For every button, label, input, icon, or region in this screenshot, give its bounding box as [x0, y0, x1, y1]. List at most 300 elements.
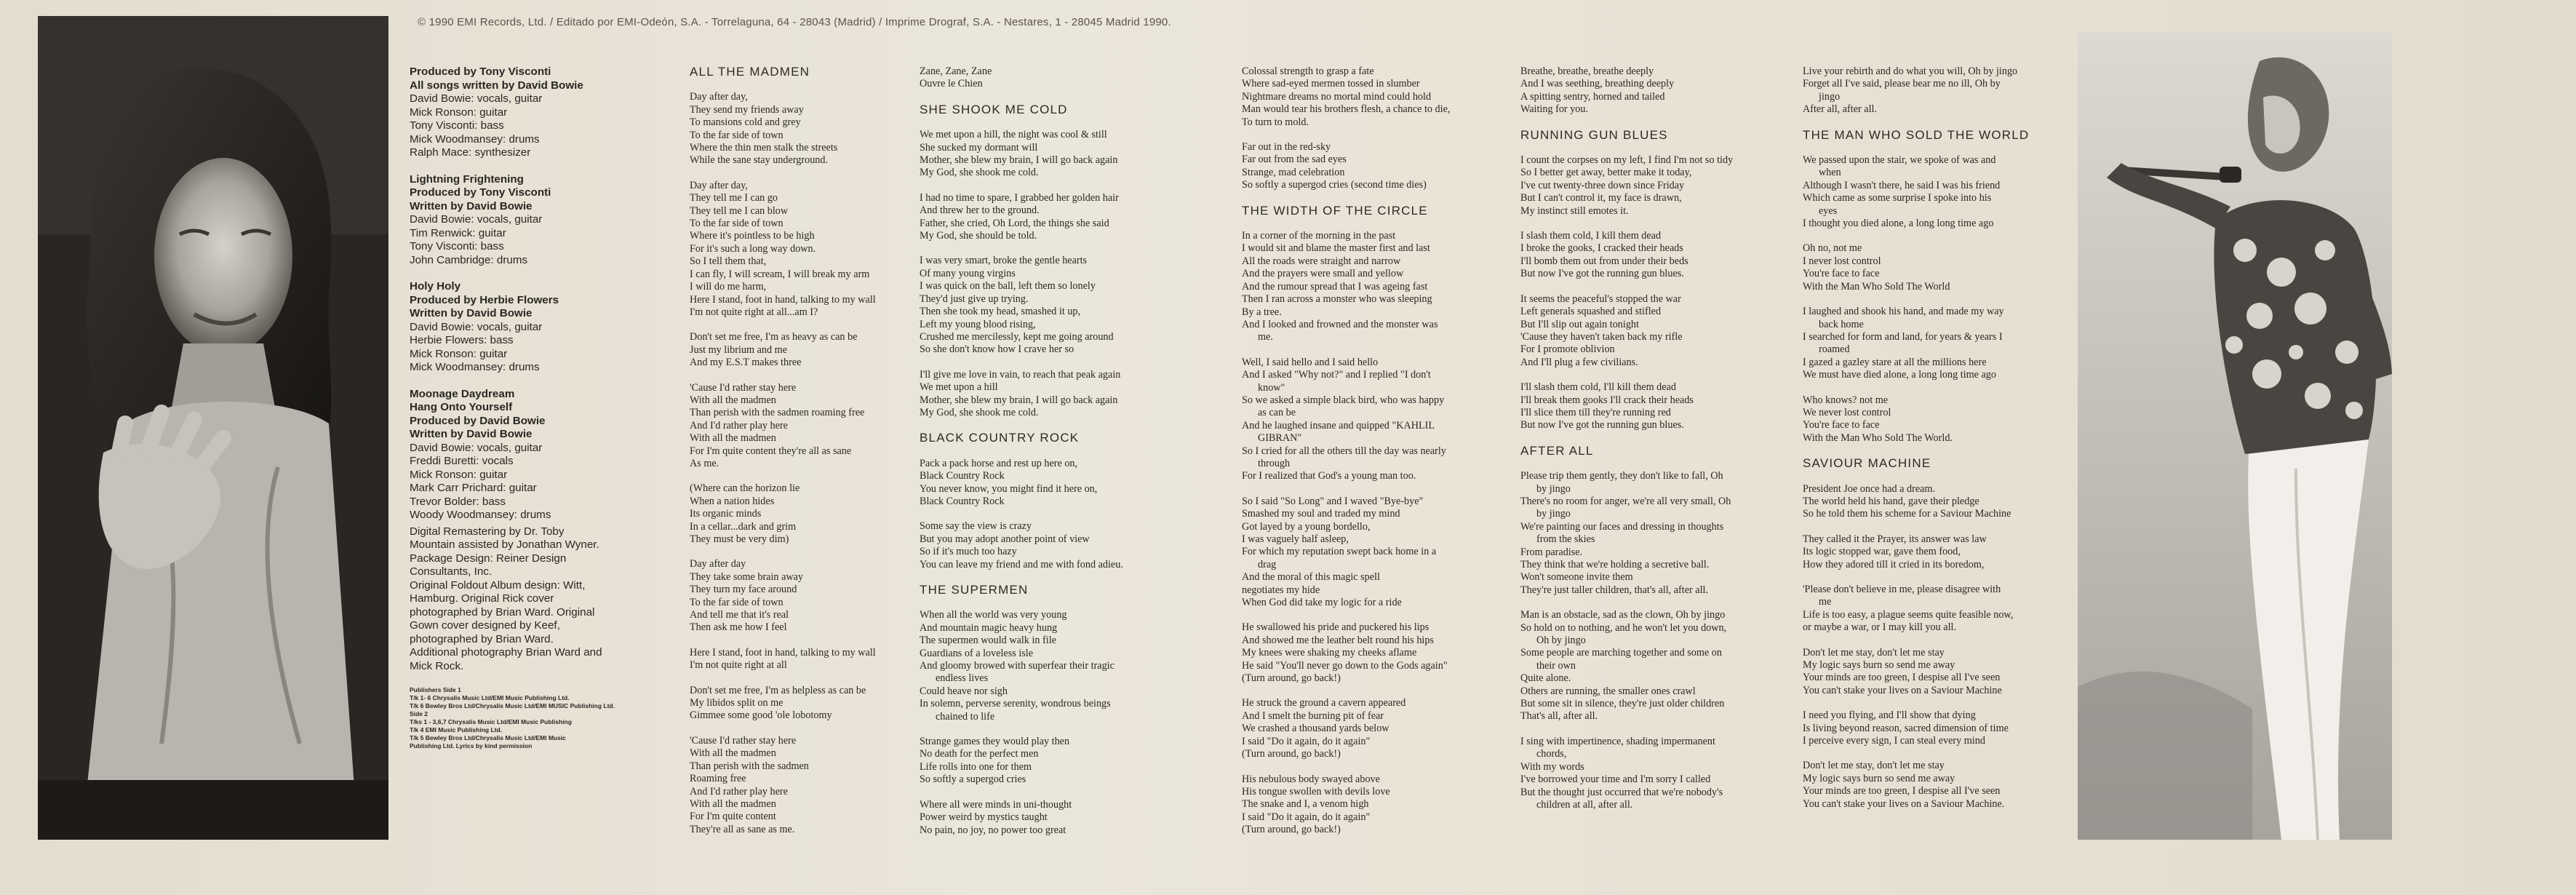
- lyric-line: Breathe, breathe, breathe deeply: [1520, 65, 1654, 77]
- lyric-line: 'Please don't believe in me, please disagree with: [1803, 584, 2001, 595]
- lyric-line: So hold on to nothing, and he won't let you down,: [1520, 621, 1727, 634]
- lyric-line: The snake and I, a venom high: [1242, 798, 1369, 811]
- lyric-line: We never lost control: [1803, 406, 1891, 418]
- lyric-line: His tongue swollen with devils love: [1242, 785, 1390, 797]
- lyric-line: Please trip them gently, they don't like to fall, Oh: [1520, 470, 1723, 482]
- lyric-line: In a cellar...dark and grim: [690, 520, 797, 533]
- credit-line: Tony Visconti: bass: [410, 119, 504, 132]
- lyric-line: He struck the ground a cavern appeared: [1242, 697, 1406, 709]
- credit-line: David Bowie: vocals, guitar: [410, 320, 543, 333]
- lyric-line: Live your rebirth and do what you will, Oh by jingo: [1803, 65, 2018, 77]
- lyric-line: But now I've got the running gun blues.: [1520, 419, 1684, 431]
- song-title: THE MAN WHO SOLD THE WORLD: [1803, 127, 2030, 142]
- lyric-line: Its organic minds: [690, 508, 762, 520]
- lyric-line: But some sit in silence, they're just older children: [1520, 698, 1725, 710]
- credit-line: Mick Ronson: guitar: [410, 468, 508, 481]
- lyric-line: chained to life: [936, 710, 995, 723]
- lyric-stanza: [920, 129, 1123, 180]
- lyric-line: endless lives: [936, 672, 989, 685]
- publisher-line: T/k 5 Bewley Bros Ltd/Chrysalis Music Ltd/EMI Music: [410, 734, 566, 741]
- song-title: AFTER ALL: [1520, 443, 1594, 458]
- lyric-line: I sing with impertinence, shading impermanent: [1520, 735, 1715, 747]
- publisher-line: Publishing Ltd. Lyrics by kind permission: [410, 742, 533, 749]
- lyric-line: They must be very dim): [690, 533, 789, 545]
- publisher-line: T/ks 1 - 3,6,7 Chrysalis Music Ltd/EMI Music Publishing: [410, 718, 572, 725]
- lyric-line: Pack a pack horse and rest up here on,: [920, 457, 1078, 469]
- lyric-line: We crashed a thousand yards below: [1242, 723, 1389, 735]
- lyric-line: President Joe once had a dream.: [1803, 482, 1936, 495]
- credit-line: Tim Renwick: guitar: [410, 226, 506, 239]
- lyric-line: So softly a supergod cries: [920, 773, 1026, 786]
- lyric-line: They turn my face around: [690, 584, 797, 596]
- lyric-line: Mother, she blew my brain, I will go back again: [920, 154, 1118, 167]
- credit-heading: Lightning Frightening: [410, 172, 524, 186]
- lyric-line: GIBRAN": [1258, 432, 1302, 445]
- lyric-line: But you may adopt another point of view: [920, 533, 1090, 545]
- lyric-line: Far out from the sad eyes: [1242, 154, 1347, 166]
- lyric-line: My libidos split on me: [690, 697, 783, 709]
- lyric-line: Waiting for you.: [1520, 103, 1589, 116]
- lyric-line: For I'm quite content: [690, 811, 776, 823]
- credit-heading: Written by David Bowie: [410, 199, 533, 212]
- lyric-stanza: [1803, 242, 2029, 293]
- lyric-line: (Turn around, go back!): [1242, 824, 1341, 836]
- lyric-line: I'll slash them cold, I'll kill them dead: [1520, 381, 1676, 394]
- lyric-stanza: [920, 65, 1123, 91]
- lyric-line: Is living beyond reason, sacred dimension of time: [1803, 722, 2009, 734]
- publishers-credits: [410, 686, 671, 750]
- lyric-stanza: [920, 255, 1123, 356]
- lyric-line: I broke the gooks, I cracked their heads: [1520, 242, 1683, 255]
- lyric-stanza: [690, 382, 876, 471]
- credit-line: Additional photography Brian Ward and: [410, 646, 602, 659]
- lyrics-column-4: [1520, 65, 1733, 824]
- lyric-line: And I smelt the burning pit of fear: [1242, 709, 1384, 722]
- lyric-line: I'll slice them till they're running red: [1520, 406, 1671, 418]
- lyric-line: All the roads were straight and narrow: [1242, 255, 1401, 267]
- lyric-line: Don't set me free, I'm as heavy as can be: [690, 331, 858, 343]
- lyric-line: I can fly, I will scream, I will break my arm: [690, 268, 870, 280]
- lyric-line: negotiates my hide: [1242, 584, 1320, 596]
- credit-heading: Holy Holy: [410, 280, 461, 293]
- lyric-line: Man would tear his brothers flesh, a chance to die,: [1242, 103, 1451, 116]
- lyric-line: We must have died alone, a long long time ago: [1803, 369, 1996, 381]
- lyric-stanza: [1803, 709, 2029, 747]
- lyric-stanza: [1242, 496, 1450, 610]
- lyric-line: You never know, you might find it here on,: [920, 482, 1098, 495]
- lyric-line: They take some brain away: [690, 570, 804, 583]
- lyrics-column-3: [1242, 65, 1450, 849]
- credit-line: Freddi Buretti: vocals: [410, 455, 514, 467]
- lyric-line: I've cut twenty-three down since Friday: [1520, 179, 1685, 191]
- lyric-line: Nightmare dreams no mortal mind could hold: [1242, 90, 1432, 103]
- credit-line: Digital Remastering by Dr. Toby: [410, 525, 565, 538]
- lyric-line: They're just taller children, that's all, after all.: [1520, 584, 1709, 596]
- lyric-line: So I said "So Long" and I waved "Bye-bye": [1242, 495, 1424, 507]
- lyric-line: I need you flying, and I'll show that dying: [1803, 709, 1976, 722]
- lyric-line: Zane, Zane, Zane: [920, 65, 992, 77]
- lyric-line: When God did take my logic for a ride: [1242, 597, 1402, 609]
- lyric-line: Got layed by a young bordello,: [1242, 520, 1371, 533]
- lyric-line: Won't someone invite them: [1520, 571, 1633, 584]
- credit-heading: Written by David Bowie: [410, 307, 533, 319]
- lyric-line: With all the madmen: [690, 747, 776, 760]
- lyric-line: With the Man Who Sold The World.: [1803, 431, 1953, 444]
- lyric-stanza: [1242, 357, 1450, 483]
- lyric-line: Of many young virgins: [920, 267, 1016, 279]
- lyric-line: She sucked my dormant will: [920, 141, 1038, 154]
- lyric-line: They think that we're holding a secretive ball.: [1520, 559, 1710, 570]
- lyric-line: eyes: [1819, 204, 1838, 217]
- lyric-line: Your minds are too green, I despise all I've seen: [1803, 672, 2001, 684]
- lyric-line: Life is too easy, a plague seems quite feasible now,: [1803, 608, 2014, 621]
- lyric-line: Some say the view is crazy: [920, 520, 1032, 533]
- lyric-stanza: [1803, 647, 2029, 698]
- lyric-line: No pain, no joy, no power too great: [920, 824, 1066, 836]
- lyric-line: And I'll plug a few civilians.: [1520, 356, 1638, 368]
- lyric-line: For I'm quite content they're all as sane: [690, 445, 852, 457]
- lyric-stanza: [690, 180, 876, 319]
- lyric-stanza: [1803, 533, 2029, 571]
- lyric-line: And the moral of this magic spell: [1242, 571, 1380, 584]
- lyric-line: Others are running, the smaller ones crawl: [1520, 685, 1696, 697]
- lyric-stanza: [690, 558, 876, 634]
- lyric-line: I'll break them gooks I'll crack their heads: [1520, 394, 1694, 406]
- lyric-line: No death for the perfect men: [920, 748, 1039, 760]
- lyric-line: And threw her to the ground.: [920, 204, 1040, 217]
- lyric-line: Here I stand, foot in hand, talking to my wall: [690, 293, 876, 306]
- lyric-line: I count the corpses on my left, I find I'm not so tidy: [1520, 154, 1734, 167]
- credit-line: Herbie Flowers: bass: [410, 334, 514, 346]
- lyric-line: 'Cause they haven't taken back my rifle: [1520, 330, 1683, 343]
- lyric-line: jingo: [1819, 90, 1841, 103]
- lyric-stanza: [1803, 65, 2029, 116]
- publisher-line: T/k 4 EMI Music Publishing Ltd.: [410, 726, 503, 733]
- lyric-line: The world held his hand, gave their pledge: [1803, 495, 1979, 507]
- lyric-line: So we asked a simple black bird, who was happy: [1242, 394, 1445, 406]
- lyric-line: And the rumour spread that I was ageing fast: [1242, 280, 1428, 293]
- credit-line: Mick Woodmansey: drums: [410, 132, 540, 146]
- credit-heading: Written by David Bowie: [410, 428, 533, 440]
- lyric-line: They're all as sane as me.: [690, 823, 795, 835]
- lyric-line: A spitting sentry, horned and tailed: [1520, 90, 1665, 103]
- lyric-line: We met upon a hill, the night was cool & still: [920, 129, 1107, 141]
- lyric-line: Then I ran across a monster who was sleeping: [1242, 293, 1432, 306]
- lyrics-column-2: [920, 65, 1123, 849]
- lyric-line: know": [1258, 381, 1285, 394]
- lyric-stanza: [920, 192, 1123, 243]
- lyric-line: Power weird by mystics taught: [920, 811, 1048, 824]
- lyric-line: And I was seething, breathing deeply: [1520, 78, 1675, 90]
- credit-heading: Hang Onto Yourself: [410, 401, 513, 413]
- copyright-notice: © 1990 EMI Records, Ltd. / Editado por EMI-Odeón, S.A. - Torrelaguna, 64 - 28043 (Madrid) / Imprime Drograf, S.A. - Nestares, 1 - 28045 Madrid 1990.: [418, 16, 1171, 28]
- lyric-stanza: [1520, 609, 1733, 723]
- lyric-line: And my E.S.T makes three: [690, 357, 802, 369]
- lyric-line: They send my friends away: [690, 103, 804, 116]
- lyric-line: In a corner of the morning in the past: [1242, 230, 1396, 242]
- lyric-line: And I'd rather play here: [690, 419, 788, 431]
- lyric-line: But now I've got the running gun blues.: [1520, 268, 1684, 280]
- credit-heading: Produced by Tony Visconti: [410, 65, 551, 78]
- lyric-line: For I promote oblivion: [1520, 343, 1615, 356]
- publisher-line: T/k 6 Bewley Bros Ltd/Chrysalis Music Ltd/EMI MUSIC Publishing Ltd.: [410, 702, 615, 709]
- photo-left: [38, 16, 388, 840]
- lyric-line: I slash them cold, I kill them dead: [1520, 230, 1662, 242]
- lyric-line: When a nation hides: [690, 495, 775, 507]
- portrait-illustration: [38, 16, 388, 840]
- lyric-stanza: [1803, 306, 2029, 381]
- lyric-line: We met upon a hill: [920, 381, 998, 394]
- lyric-line: Where all were minds in uni-thought: [920, 798, 1072, 811]
- lyric-line: You can't stake your lives on a Saviour Machine.: [1803, 797, 2005, 810]
- credits-block: [410, 280, 671, 375]
- lyric-line: I'll bomb them out from under their beds: [1520, 255, 1688, 267]
- lyric-line: Your minds are too green, I despise all I've seen: [1803, 785, 2001, 797]
- credit-line: photographed by Brian Ward.: [410, 632, 554, 645]
- lyric-line: Who knows? not me: [1803, 394, 1889, 406]
- lyric-line: Just my librium and me: [690, 343, 787, 356]
- lyric-line: Far out in the red-sky: [1242, 141, 1331, 154]
- lyric-line: Well, I said hello and I said hello: [1242, 356, 1379, 368]
- lyric-line: Then ask me how I feel: [690, 621, 787, 634]
- lyric-line: Some people are marching together and some on: [1520, 647, 1722, 659]
- lyric-line: I said "Do it again, do it again": [1242, 811, 1371, 823]
- lyric-line: I was quick on the ball, left them so lonely: [920, 280, 1096, 293]
- lyric-line: Smashed my soul and traded my mind: [1242, 508, 1400, 520]
- lyric-line: You're face to face: [1803, 419, 1880, 431]
- lyric-line: And mountain magic heavy hung: [920, 621, 1058, 634]
- lyric-line: I thought you died alone, a long long time ago: [1803, 218, 1994, 230]
- lyric-stanza: [690, 91, 876, 167]
- lyric-line: And he laughed insane and quipped "KAHLIL: [1242, 419, 1435, 431]
- lyric-line: They'd just give up trying.: [920, 293, 1029, 305]
- lyric-line: I would sit and blame the master first and last: [1242, 242, 1430, 255]
- lyric-line: With the Man Who Sold The World: [1803, 280, 1950, 293]
- lyric-line: Where the thin men stalk the streets: [690, 142, 838, 154]
- lyric-stanza: [690, 647, 876, 672]
- lyric-stanza: [920, 736, 1123, 787]
- lyric-line: through: [1258, 457, 1291, 469]
- lyric-line: That's all, after all.: [1520, 710, 1598, 723]
- lyric-stanza: [1242, 621, 1450, 685]
- lyric-line: Than perish with the sadmen: [690, 760, 809, 772]
- lyric-line: My logic says burn so send me away: [1803, 772, 1955, 784]
- lyric-line: Where it's pointless to be high: [690, 230, 815, 242]
- publisher-line: T/k 1- 6 Chrysalis Music Ltd/EMI Music Publishing Ltd.: [410, 694, 570, 701]
- publisher-line: Publishers Side 1: [410, 686, 461, 693]
- lyric-line: For it's such a long way down.: [690, 242, 816, 255]
- lyric-line: From paradise.: [1520, 546, 1583, 558]
- lyric-line: Where sad-eyed mermen tossed in slumber: [1242, 78, 1420, 90]
- lyric-line: How they adored till it cried in its boredom,: [1803, 558, 1985, 570]
- credit-heading: All songs written by David Bowie: [410, 79, 583, 92]
- lyric-line: I will do me harm,: [690, 281, 767, 293]
- lyric-line: drag: [1258, 558, 1277, 570]
- lyric-line: Don't set me free, I'm as helpless as can be: [690, 684, 866, 696]
- credits-block: [410, 173, 671, 268]
- credit-line: David Bowie: vocals, guitar: [410, 92, 543, 105]
- lyric-line: I was vaguely half asleep,: [1242, 533, 1349, 545]
- lyric-line: You're face to face: [1803, 268, 1880, 280]
- lyric-line: Left my young blood rising,: [920, 318, 1036, 330]
- lyric-line: Day after day,: [690, 91, 748, 103]
- lyric-line: His nebulous body swayed above: [1242, 773, 1380, 785]
- lyric-line: And I'd rather play here: [690, 785, 788, 797]
- performer-illustration: [2078, 32, 2392, 840]
- lyric-line: My knees were shaking my cheeks aflame: [1242, 647, 1417, 659]
- lyric-line: With all the madmen: [690, 432, 776, 445]
- lyric-line: by jingo: [1536, 482, 1571, 495]
- lyric-line: Gimmee some good 'ole lobotomy: [690, 709, 832, 722]
- credit-line: Mick Woodmansey: drums: [410, 361, 540, 373]
- lyric-line: Oh by jingo: [1536, 635, 1586, 647]
- lyric-stanza: [1520, 154, 1733, 218]
- lyric-line: I perceive every sign, I can steal every mind: [1803, 735, 1985, 747]
- lyric-line: He said "You'll never go down to the Gods again": [1242, 659, 1448, 672]
- lyric-line: It seems the peaceful's stopped the war: [1520, 293, 1681, 305]
- credit-line: Mountain assisted by Jonathan Wyner.: [410, 538, 599, 551]
- lyric-line: when: [1819, 167, 1841, 179]
- lyric-line: We're painting our faces and dressing in thoughts: [1520, 520, 1724, 533]
- lyric-stanza: [1803, 394, 2029, 445]
- credit-heading: Moonage Daydream: [410, 387, 515, 400]
- lyric-line: Black Country Rock: [920, 495, 1005, 507]
- lyric-line: Left generals squashed and stifled: [1520, 306, 1662, 318]
- lyric-line: And I asked "Why not?" and I replied "I don't: [1242, 369, 1431, 381]
- lyric-line: I was very smart, broke the gentle hearts: [920, 255, 1088, 267]
- lyric-line: Colossal strength to grasp a fate: [1242, 65, 1374, 77]
- lyric-line: With all the madmen: [690, 797, 776, 810]
- lyric-line: In solemn, perverse serenity, wondrous beings: [920, 698, 1111, 710]
- lyric-stanza: [1803, 154, 2029, 230]
- lyric-line: Day after day: [690, 558, 746, 570]
- lyric-stanza: [920, 458, 1123, 509]
- credit-line: Woody Woodmansey: drums: [410, 509, 551, 521]
- lyric-line: I never lost control: [1803, 255, 1881, 267]
- lyric-line: children at all, after all.: [1536, 798, 1633, 811]
- lyric-line: Which came as some surprise I spoke into his: [1803, 192, 1992, 204]
- lyric-line: me: [1819, 596, 1832, 608]
- credit-heading: Produced by Tony Visconti: [410, 186, 551, 199]
- lyric-stanza: [1242, 141, 1450, 192]
- lyric-line: from the skies: [1536, 533, 1595, 546]
- lyric-line: Quite alone.: [1520, 672, 1571, 685]
- lyric-line: For which my reputation swept back home in a: [1242, 546, 1437, 558]
- lyric-line: And showed me the leather belt round his hips: [1242, 634, 1434, 646]
- lyric-line: I searched for form and land, for years & years I: [1803, 330, 2003, 343]
- credit-line: Package Design: Reiner Design: [410, 552, 567, 565]
- song-title: THE WIDTH OF THE CIRCLE: [1242, 203, 1428, 218]
- lyric-line: But I can't control it, my face is drawn,: [1520, 192, 1682, 204]
- lyric-line: So I better get away, better make it today,: [1520, 167, 1692, 179]
- lyric-line: You can leave my friend and me with fond adieu.: [920, 558, 1123, 570]
- lyrics-column-1: [690, 65, 876, 848]
- lyric-line: So he told them his scheme for a Saviour Machine: [1803, 508, 2011, 520]
- lyric-line: There's no room for anger, we're all very small, Oh: [1520, 495, 1731, 507]
- lyric-line: So I tell them that,: [690, 255, 767, 268]
- lyric-line: Black Country Rock: [920, 470, 1005, 482]
- lyric-line: Here I stand, foot in hand, talking to my wall: [690, 646, 876, 659]
- publisher-line: Side 2: [410, 710, 428, 717]
- lyric-line: I gazed a gazley stare at all the millions here: [1803, 356, 1987, 368]
- song-title: RUNNING GUN BLUES: [1520, 127, 1668, 142]
- lyric-line: Don't let me stay, don't let me stay: [1803, 646, 1945, 659]
- lyric-line: Don't let me stay, don't let me stay: [1803, 760, 1945, 772]
- lyric-line: And gloomy browed with superfear their tragic: [920, 660, 1114, 672]
- lyric-line: Than perish with the sadmen roaming free: [690, 407, 865, 419]
- credit-line: Hamburg. Original Rick cover: [410, 592, 554, 605]
- lyric-line: (Where can the horizon lie: [690, 482, 800, 495]
- lyric-line: While the sane stay underground.: [690, 154, 829, 167]
- lyric-line: So she don't know how I crave her so: [920, 343, 1074, 356]
- lyric-line: To the far side of town: [690, 596, 783, 608]
- lyric-line: The supermen would walk in file: [920, 635, 1056, 647]
- lyric-line: My logic says burn so send me away: [1803, 659, 1955, 672]
- credit-line: Consultants, Inc.: [410, 565, 493, 578]
- lyric-stanza: [1520, 381, 1733, 432]
- lyric-line: Oh no, not me: [1803, 242, 1862, 255]
- lyric-stanza: [690, 331, 876, 369]
- lyric-line: Although I wasn't there, he said I was his friend: [1803, 179, 2001, 191]
- lyric-line: I'm not quite right at all...am I?: [690, 306, 818, 318]
- lyric-line: But I'll slip out again tonight: [1520, 318, 1639, 330]
- lyric-line: me.: [1258, 331, 1273, 343]
- lyric-line: I laughed and shook his hand, and made my way: [1803, 306, 2004, 318]
- song-title: BLACK COUNTRY ROCK: [920, 431, 1080, 445]
- lyric-line: They tell me I can go: [690, 192, 778, 204]
- credit-heading: Produced by David Bowie: [410, 414, 546, 427]
- lyric-stanza: [920, 520, 1123, 571]
- production-credits: [410, 525, 671, 674]
- lyric-stanza: [1242, 230, 1450, 344]
- lyric-line: So if it's much too hazy: [920, 546, 1017, 558]
- credits-column: [410, 65, 671, 750]
- lyric-line: I've borrowed your time and I'm sorry I called: [1520, 773, 1711, 786]
- lyric-line: He swallowed his pride and puckered his lips: [1242, 621, 1429, 634]
- credit-heading: Produced by Herbie Flowers: [410, 293, 559, 306]
- lyric-line: or maybe a war, or I may kill you all.: [1803, 621, 1956, 634]
- credit-line: photographed by Brian Ward. Original: [410, 605, 595, 618]
- lyric-stanza: [920, 799, 1123, 837]
- lyric-line: Forget all I've said, please bear me no ill, Oh by: [1803, 78, 2001, 90]
- lyric-stanza: [1803, 760, 2029, 811]
- lyric-line: Mother, she blew my brain, I will go back again: [920, 394, 1118, 406]
- lyric-line: By a tree.: [1242, 306, 1282, 318]
- lyric-line: I'll give me love in vain, to reach that peak again: [920, 368, 1121, 381]
- lyric-line: Strange, mad celebration: [1242, 166, 1345, 178]
- credit-line: Original Foldout Album design: Witt,: [410, 578, 586, 592]
- lyric-line: As me.: [690, 457, 719, 469]
- lyric-line: Life rolls into one for them: [920, 760, 1032, 773]
- credit-line: Mark Carr Prichard: guitar: [410, 482, 537, 494]
- lyric-line: To turn to mold.: [1242, 116, 1309, 128]
- lyric-stanza: [1242, 773, 1450, 837]
- lyric-line: Guardians of a loveless isle: [920, 647, 1034, 659]
- lyric-line: So softly a supergod cries (second time dies): [1242, 179, 1427, 191]
- lyric-line: To mansions cold and grey: [690, 116, 801, 129]
- credit-line: Gown cover designed by Keef,: [410, 619, 560, 632]
- lyric-line: (Turn around, go back!): [1242, 672, 1341, 685]
- lyric-line: (Turn around, go back!): [1242, 748, 1341, 760]
- lyric-line: You can't stake your lives on a Saviour Machine: [1803, 684, 2002, 696]
- song-title: SAVIOUR MACHINE: [1803, 456, 1931, 471]
- lyric-line: And tell me that it's real: [690, 609, 789, 621]
- lyric-line: as can be: [1258, 407, 1296, 419]
- lyric-line: My God, she shook me cold.: [920, 406, 1039, 418]
- lyric-line: To the far side of town: [690, 129, 783, 141]
- song-title: THE SUPERMEN: [920, 583, 1029, 597]
- lyric-line: And the prayers were small and yellow: [1242, 268, 1404, 280]
